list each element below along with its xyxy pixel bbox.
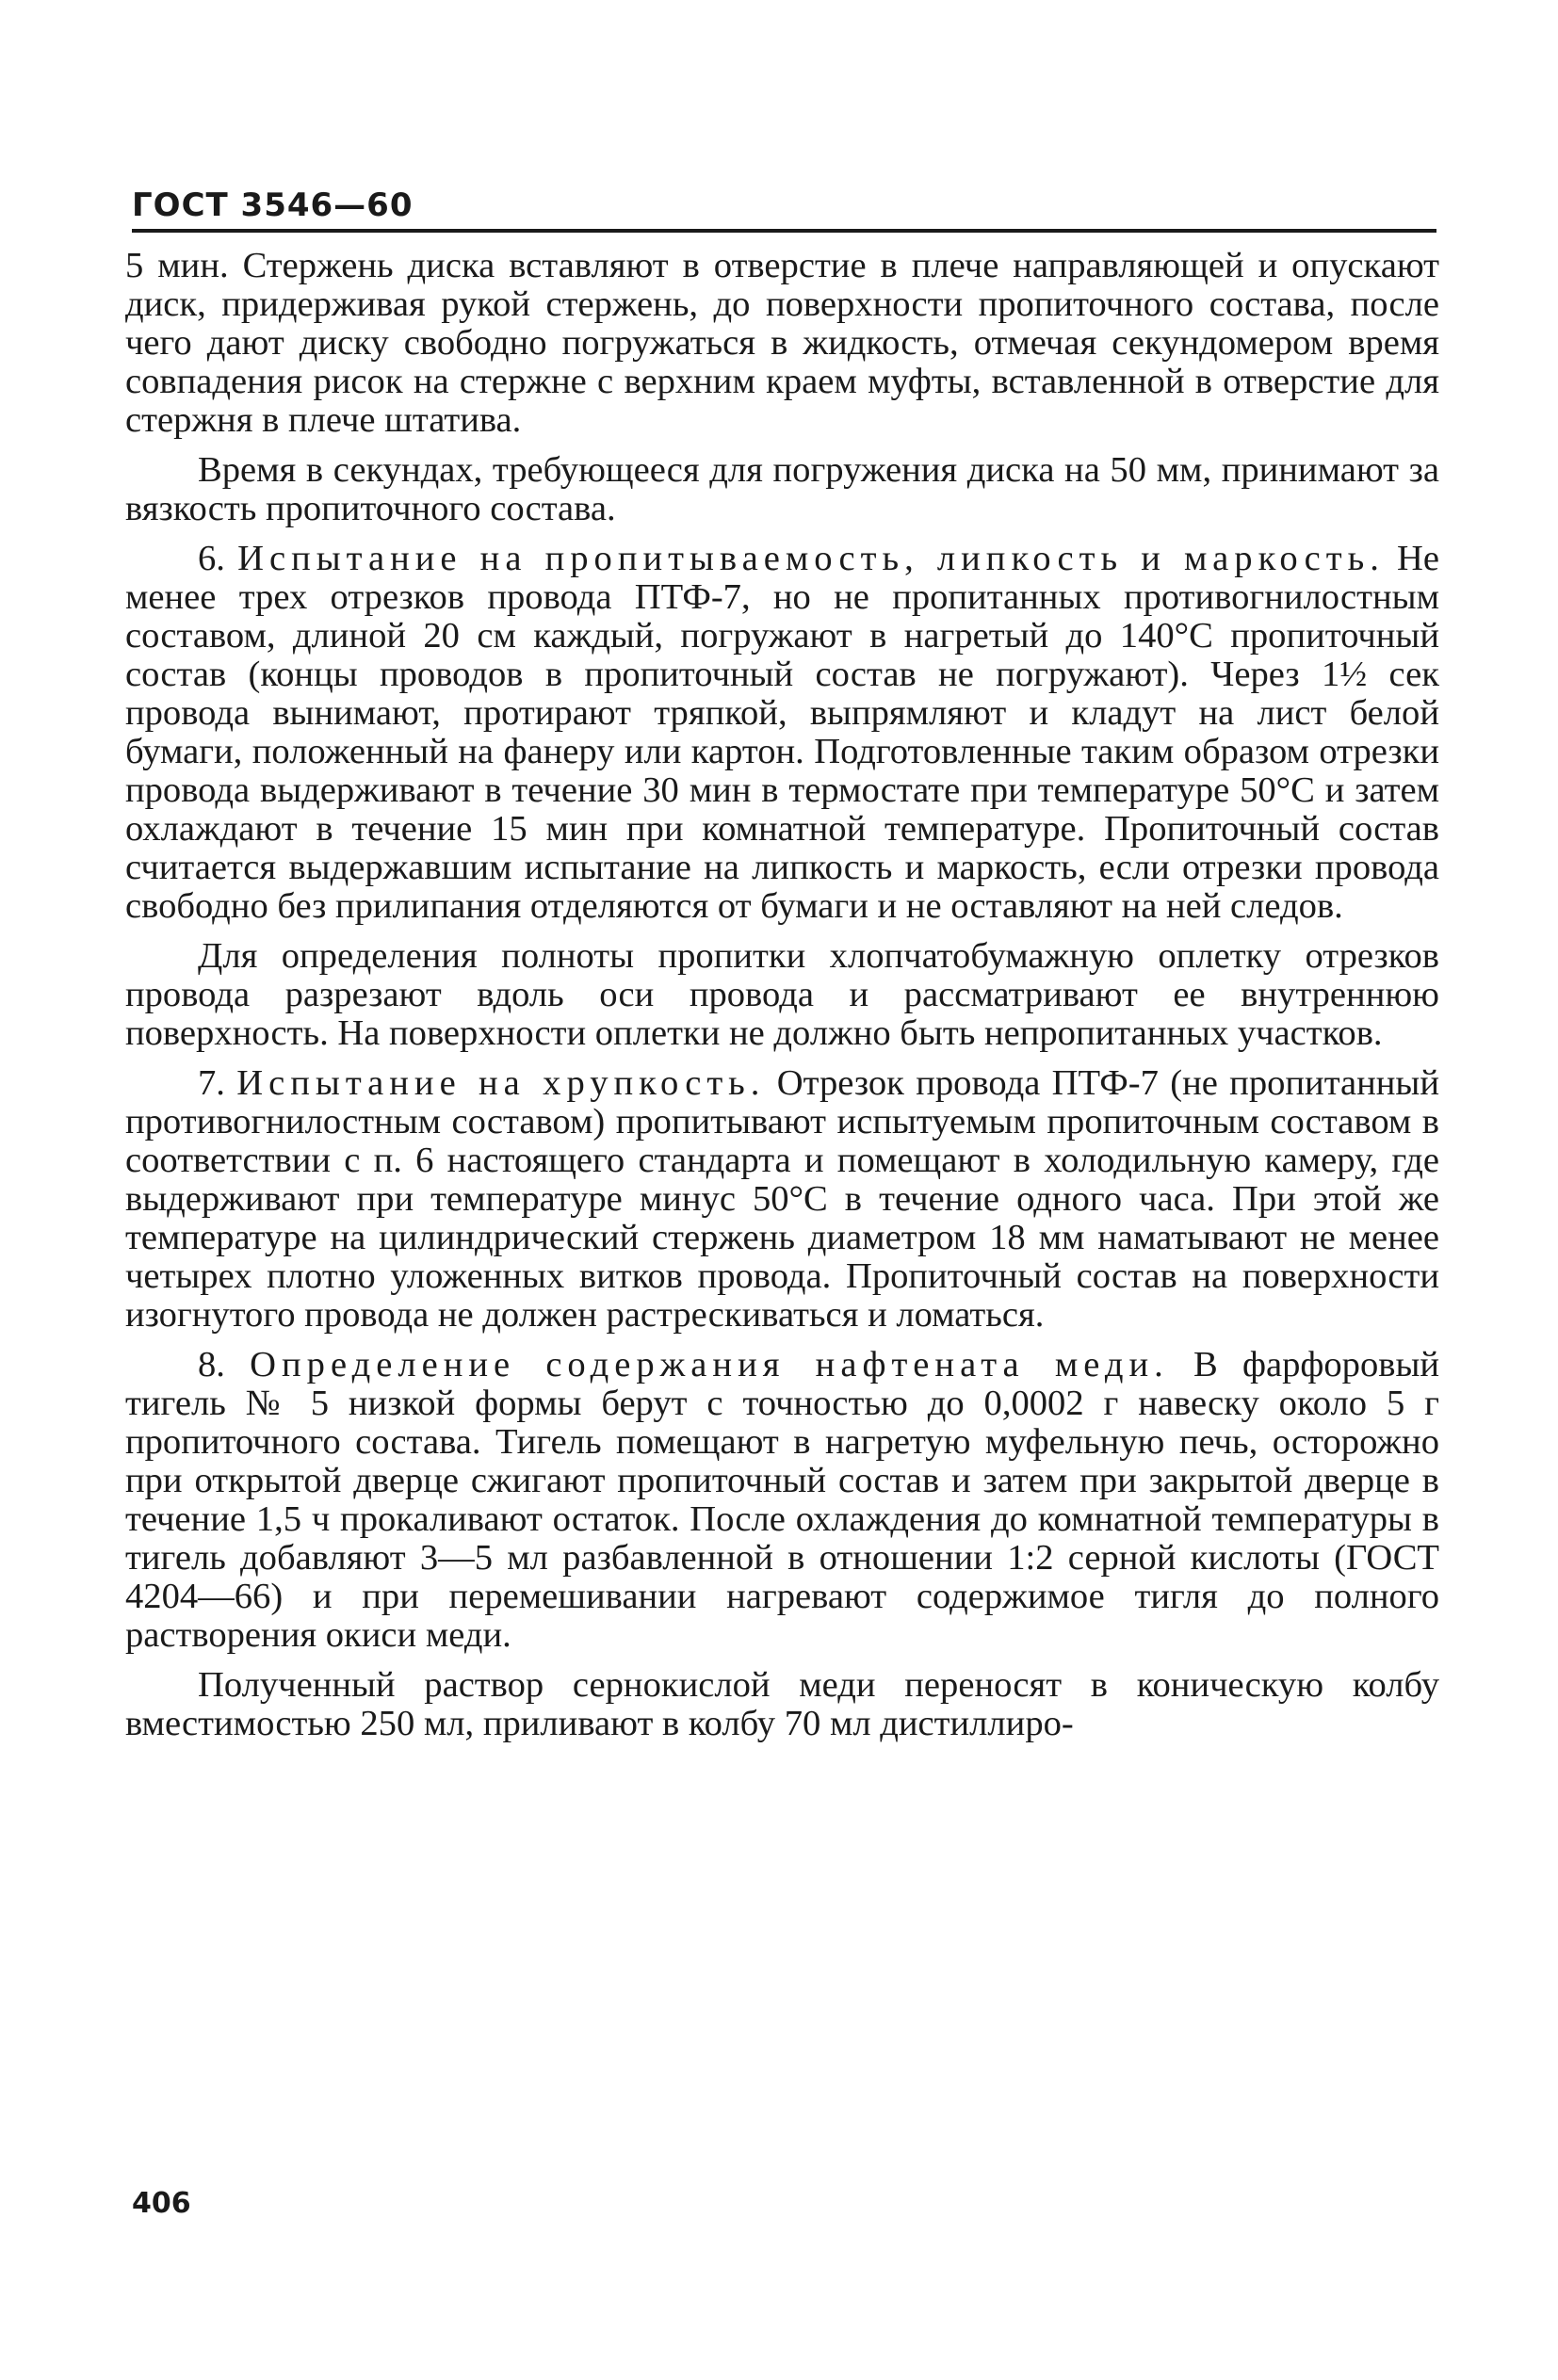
- section-6-text: Не менее трех отрезков провода ПТФ-7, но не пропитанных противогнилостным составом, длиной 20 см каждый, погружают в нагретый до 140°С пропиточный состав (концы проводов в пропиточный состав не погружают). Через 1½ сек провода вынимают, протирают тряпкой, выпрямляют и кладут на лист белой бумаги, положенный на фанеру или картон. Подготовленные таким образом отрезки провода выдерживают в течение 30 мин в термостате при температуре 50°С и затем охлаждают в течение 15 мин при комнатной температуре. Пропиточный состав считается выдержавшим испытание на липкость и маркость, если отрезки провода свободно без прилипания отделяются от бумаги и не оставляют на ней следов.: [125, 539, 1439, 926]
- section-8-number: 8.: [198, 1345, 251, 1384]
- section-8: [125, 1346, 1439, 1655]
- paragraph-7: [125, 1666, 1439, 1743]
- paragraph-4-text: Для определения полноты пропитки хлопчатобумажную оплетку отрезков провода разрезают вдоль оси провода и рассматривают ее внутреннюю поверхность. На поверхности оплетки не должно быть непропитанных участков.: [125, 936, 1439, 1053]
- document-title: ГОСТ 3546—60: [132, 186, 414, 224]
- body-text: [125, 247, 1439, 1755]
- page-header: [132, 186, 1436, 234]
- section-8-heading: Определение содержания нафтената меди.: [250, 1345, 1169, 1384]
- paragraph-1: [125, 247, 1439, 440]
- paragraph-4: [125, 937, 1439, 1053]
- paragraph-1-text: 5 мин. Стержень диска вставляют в отверстие в плече направляющей и опускают диск, придерживая рукой стержень, до поверхности пропиточного состава, после чего дают диску свободно погружаться в жидкость, отмечая секундомером время совпадения рисок на стержне с верхним краем муфты, вставленной в отверстие для стержня в плече штатива.: [125, 246, 1439, 440]
- section-7: [125, 1064, 1439, 1335]
- section-6-heading: Испытание на пропитываемость, липкость и маркость.: [237, 539, 1385, 578]
- page-number: 406: [132, 2187, 191, 2220]
- section-6-number: 6.: [198, 539, 238, 578]
- section-7-heading: Испытание на хрупкость.: [236, 1063, 766, 1103]
- section-6: [125, 540, 1439, 926]
- section-7-text: Отрезок провода ПТФ-7 (не пропитанный противогнилостным составом) пропитывают испытуемым пропиточным составом в соответствии с п. 6 настоящего стандарта и помещают в холодильную камеру, где выдерживают при температуре минус 50°С в течение одного часа. При этой же температуре на цилиндрический стержень диаметром 18 мм наматывают не менее четырех плотно уложенных витков провода. Пропиточный состав на поверхности изогнутого провода не должен растрескиваться и ломаться.: [125, 1063, 1440, 1335]
- section-8-text: В фарфоровый тигель № 5 низкой формы берут с точностью до 0,0002 г навеску около 5 г пропиточного состава. Тигель помещают в нагретую муфельную печь, осторожно при открытой дверце сжигают пропиточный состав и затем при закрытой дверце в течение 1,5 ч прокаливают остаток. После охлаждения до комнатной температуры в тигель добавляют 3—5 мл разбавленной в отношении 1:2 серной кислоты (ГОСТ 4204—66) и при перемешивании нагревают содержимое тигля до полного растворения окиси меди.: [125, 1345, 1440, 1655]
- paragraph-2-text: Время в секундах, требующееся для погружения диска на 50 мм, принимают за вязкость пропиточного состава.: [125, 450, 1439, 528]
- section-7-number: 7.: [198, 1063, 237, 1103]
- header-rule: [132, 229, 1436, 233]
- paragraph-2: [125, 451, 1439, 528]
- paragraph-7-text: Полученный раствор сернокислой меди переносят в коническую колбу вместимостью 250 мл, приливают в колбу 70 мл дистиллиро-: [125, 1665, 1439, 1743]
